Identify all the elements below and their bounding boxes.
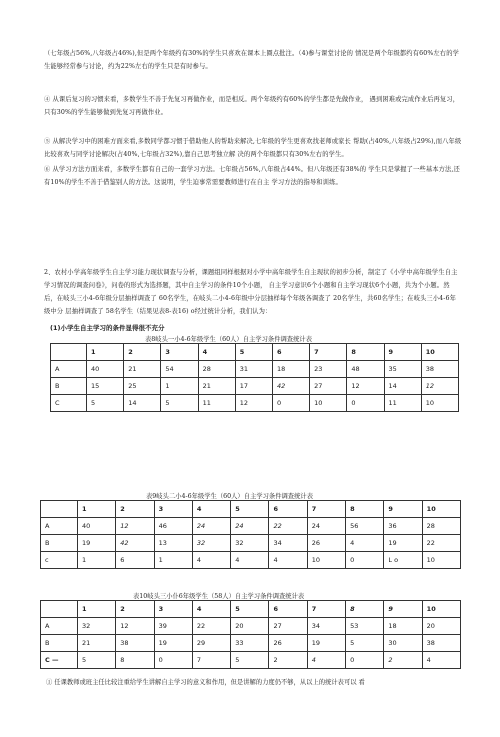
- table-cell: 0: [346, 652, 384, 669]
- table-cell: 4: [307, 652, 345, 669]
- header-cell: [51, 344, 87, 361]
- table-cell: 2: [384, 652, 422, 669]
- table-cell: 2: [269, 652, 307, 669]
- header-cell: 1: [78, 601, 116, 618]
- table-cell: 22: [422, 535, 460, 552]
- table-cell: 19: [78, 535, 116, 552]
- table-cell: L o: [384, 552, 422, 569]
- table-row: [51, 361, 459, 378]
- table-cell: 20: [231, 618, 269, 635]
- table-cell: 38: [116, 635, 154, 652]
- table-cell: 12: [347, 378, 384, 395]
- header-cell: 8: [346, 601, 384, 618]
- paragraph-1: （七年级占56%,八年级占46%),但是两个年级约有30%的学生只喜欢在课本上圈点批注。（4)参与课堂讨论的 情况是两个年级都约有60%左右的学生能够经常参与讨论，约为22%左右的学生只是有时参与。: [44, 50, 459, 70]
- table-header-row: [41, 601, 461, 618]
- table-cell: 26: [307, 535, 345, 552]
- row-label-cell: C —: [41, 652, 78, 669]
- table-cell: 7: [192, 652, 230, 669]
- header-cell: 10: [422, 601, 460, 618]
- table-cell: 56: [346, 518, 384, 535]
- table-cell: 34: [307, 618, 345, 635]
- header-cell: 2: [116, 501, 154, 518]
- table-row: [41, 535, 461, 552]
- header-cell: 6: [269, 601, 307, 618]
- table-cell: 32: [231, 535, 269, 552]
- table-cell: 27: [269, 618, 307, 635]
- table-2: [40, 500, 461, 569]
- table-cell: 40: [78, 518, 116, 535]
- table-cell: 30: [384, 635, 422, 652]
- table-cell: 5: [161, 395, 198, 412]
- table-row: [41, 652, 461, 669]
- header-cell: 2: [116, 601, 154, 618]
- table-cell: 36: [384, 518, 422, 535]
- table-2-caption: 表9岐头二小4-6年级学生（60人）自主学习条件调查统计表: [146, 493, 313, 500]
- header-cell: 6: [269, 501, 307, 518]
- table-cell: 18: [272, 361, 309, 378]
- table-cell: 21: [78, 635, 116, 652]
- table-1: [50, 343, 459, 412]
- header-cell: 3: [154, 601, 192, 618]
- header-cell: 1: [87, 344, 124, 361]
- table-3: [40, 600, 461, 669]
- table-cell: 10: [422, 552, 460, 569]
- header-cell: 3: [161, 344, 198, 361]
- table-cell: 24: [192, 518, 230, 535]
- header-cell: 3: [154, 501, 192, 518]
- row-label-cell: A: [51, 361, 87, 378]
- header-cell: 8: [346, 501, 384, 518]
- table-cell: 4: [192, 552, 230, 569]
- table-cell: 4: [269, 552, 307, 569]
- header-cell: 7: [307, 601, 345, 618]
- header-cell: 9: [384, 601, 422, 618]
- header-cell: 4: [198, 344, 235, 361]
- header-cell: [41, 501, 78, 518]
- table-cell: 6: [116, 552, 154, 569]
- table-cell: 5: [231, 652, 269, 669]
- table-cell: 38: [421, 361, 458, 378]
- table-cell: 28: [422, 518, 460, 535]
- paragraph-4: ⑥ 从学习方法方面来看，多数学生都有自己的一套学习方法。七年级占56%,八年级占44%。但八年级还有38%的 学生只是掌握了一些基本方法,还有10%的学生不善于借鉴别人的方法。这说明，学生迫事常需要教师进行在自主 学习方法的指导和训练。: [44, 166, 460, 186]
- header-cell: 5: [235, 344, 272, 361]
- table-cell: 33: [231, 635, 269, 652]
- table-header-row: [51, 344, 459, 361]
- table-cell: 28: [198, 361, 235, 378]
- paragraph-2: ④ 从课后复习的习惯来看，多数学生不善于先复习再做作业，而是相反。两个年级约有60%的学生都是先做作业， 遇到困难或完成作业后再复习，只有30%的学生能够做到先复习再做作业。: [44, 96, 460, 116]
- table-cell: 15: [87, 378, 124, 395]
- table-cell: 1: [161, 378, 198, 395]
- table-cell: 31: [235, 361, 272, 378]
- header-cell: 6: [272, 344, 309, 361]
- paragraph-3: ⑤ 从解决学习中的困难方面来看,多数同学都习惯于借助他人的帮助来解决,七年级的学生更喜欢找老师或家长 帮助(占40%,八年级占29%),而八年级比较喜欢与同学讨论解决(占40%,七年级占32%),靠自己思考独立解 决的两个年级都只有30%左右的学生。: [44, 138, 462, 158]
- table-cell: 0: [347, 395, 384, 412]
- table-row: [41, 618, 461, 635]
- table-cell: 5: [87, 395, 124, 412]
- footer-paragraph: ① 任课教师或班主任比较注重给学生讲解自主学习的意义和作用，但是讲解的力度仍不够，从以上的统计表可以 看: [46, 679, 365, 686]
- table-header-row: [41, 501, 461, 518]
- table-cell: 32: [78, 618, 116, 635]
- header-cell: 10: [422, 501, 460, 518]
- header-cell: 4: [192, 601, 230, 618]
- table-cell: 22: [192, 618, 230, 635]
- table-cell: 12: [235, 395, 272, 412]
- table-cell: 5: [346, 635, 384, 652]
- table-cell: 17: [235, 378, 272, 395]
- header-cell: 1: [78, 501, 116, 518]
- table-cell: 12: [116, 618, 154, 635]
- row-label-cell: A: [41, 518, 78, 535]
- table-cell: 35: [384, 361, 421, 378]
- table-cell: 4: [422, 652, 460, 669]
- header-cell: 5: [231, 501, 269, 518]
- table-cell: 46: [154, 518, 192, 535]
- table-cell: 20: [422, 618, 460, 635]
- table-cell: 23: [310, 361, 347, 378]
- table-cell: 10: [310, 395, 347, 412]
- table-row: [41, 635, 461, 652]
- row-label-cell: B: [51, 378, 87, 395]
- header-cell: 2: [124, 344, 161, 361]
- header-cell: 7: [310, 344, 347, 361]
- header-cell: [41, 601, 78, 618]
- header-cell: 8: [347, 344, 384, 361]
- row-label-cell: B: [41, 635, 78, 652]
- table-cell: 0: [272, 395, 309, 412]
- table-cell: 10: [307, 552, 345, 569]
- table-cell: 11: [384, 395, 421, 412]
- table-cell: 21: [124, 361, 161, 378]
- table-cell: 1: [78, 552, 116, 569]
- table-cell: 29: [192, 635, 230, 652]
- table-cell: 38: [422, 635, 460, 652]
- table-cell: 8: [116, 652, 154, 669]
- table-cell: 22: [269, 518, 307, 535]
- table-cell: 10: [421, 395, 458, 412]
- table-cell: 14: [384, 378, 421, 395]
- table-cell: 48: [347, 361, 384, 378]
- table-row: [41, 552, 461, 569]
- header-cell: 9: [384, 501, 422, 518]
- section-heading: (1)小学生自主学习的条件显得很不充分: [50, 324, 165, 332]
- row-label-cell: c: [41, 552, 78, 569]
- header-cell: 10: [421, 344, 458, 361]
- table-cell: 19: [384, 535, 422, 552]
- table-cell: 19: [154, 635, 192, 652]
- table-cell: 53: [346, 618, 384, 635]
- table-3-caption: 表10岐头三小仆6年级学生（58人）自主学习条件调查统计表: [133, 593, 305, 600]
- table-cell: 21: [198, 378, 235, 395]
- table-cell: 34: [269, 535, 307, 552]
- table-cell: 4: [231, 552, 269, 569]
- table-cell: 24: [307, 518, 345, 535]
- table-cell: 18: [384, 618, 422, 635]
- header-cell: 4: [192, 501, 230, 518]
- table-cell: 54: [161, 361, 198, 378]
- table-cell: 42: [116, 535, 154, 552]
- table-cell: 0: [154, 652, 192, 669]
- table-row: [51, 378, 459, 395]
- table-cell: 24: [231, 518, 269, 535]
- row-label-cell: A: [41, 618, 78, 635]
- table-cell: 27: [310, 378, 347, 395]
- table-cell: 11: [198, 395, 235, 412]
- table-cell: 14: [124, 395, 161, 412]
- table-cell: 0: [346, 552, 384, 569]
- header-cell: 5: [231, 601, 269, 618]
- table-row: [51, 395, 459, 412]
- table-cell: 42: [272, 378, 309, 395]
- table-cell: 32: [192, 535, 230, 552]
- table-1-caption: 表8岐头一小4-6年级学生（60人）自主学习条件调查统计表: [145, 336, 312, 343]
- table-cell: 25: [124, 378, 161, 395]
- table-cell: 19: [307, 635, 345, 652]
- table-cell: 5: [78, 652, 116, 669]
- table-row: [41, 518, 461, 535]
- row-label-cell: B: [41, 535, 78, 552]
- row-label-cell: C: [51, 395, 87, 412]
- table-cell: 12: [421, 378, 458, 395]
- table-cell: 12: [116, 518, 154, 535]
- header-cell: 7: [307, 501, 345, 518]
- table-cell: 26: [269, 635, 307, 652]
- table-cell: 13: [154, 535, 192, 552]
- table-cell: 40: [87, 361, 124, 378]
- table-cell: 39: [154, 618, 192, 635]
- paragraph-5: 2、农村小学高年级学生自主学习能力现状调查与分析，课题组同样根据对小学中高年级学生自主现状的初步分析，制定了《小学中高年级学生自主学习情况的调查问卷》，问卷的形式为选择题，其中自主学习的条件10个小题， 自主学习意识6个小题和自主学习现状6个小题，共为个小题。然后，在岐头三小4-6年级分层抽样调查了 60名学生，在岐头二小4-6年级中分层抽样每个年级各调查了 20名学生，共60名学生；在岐头三小4-6年级中分 层抽样调查了 58名学生（结果见表8-表16) o经过统计分析，我们认为：: [44, 269, 458, 315]
- header-cell: 9: [384, 344, 421, 361]
- table-cell: 4: [346, 535, 384, 552]
- table-cell: 1: [154, 552, 192, 569]
